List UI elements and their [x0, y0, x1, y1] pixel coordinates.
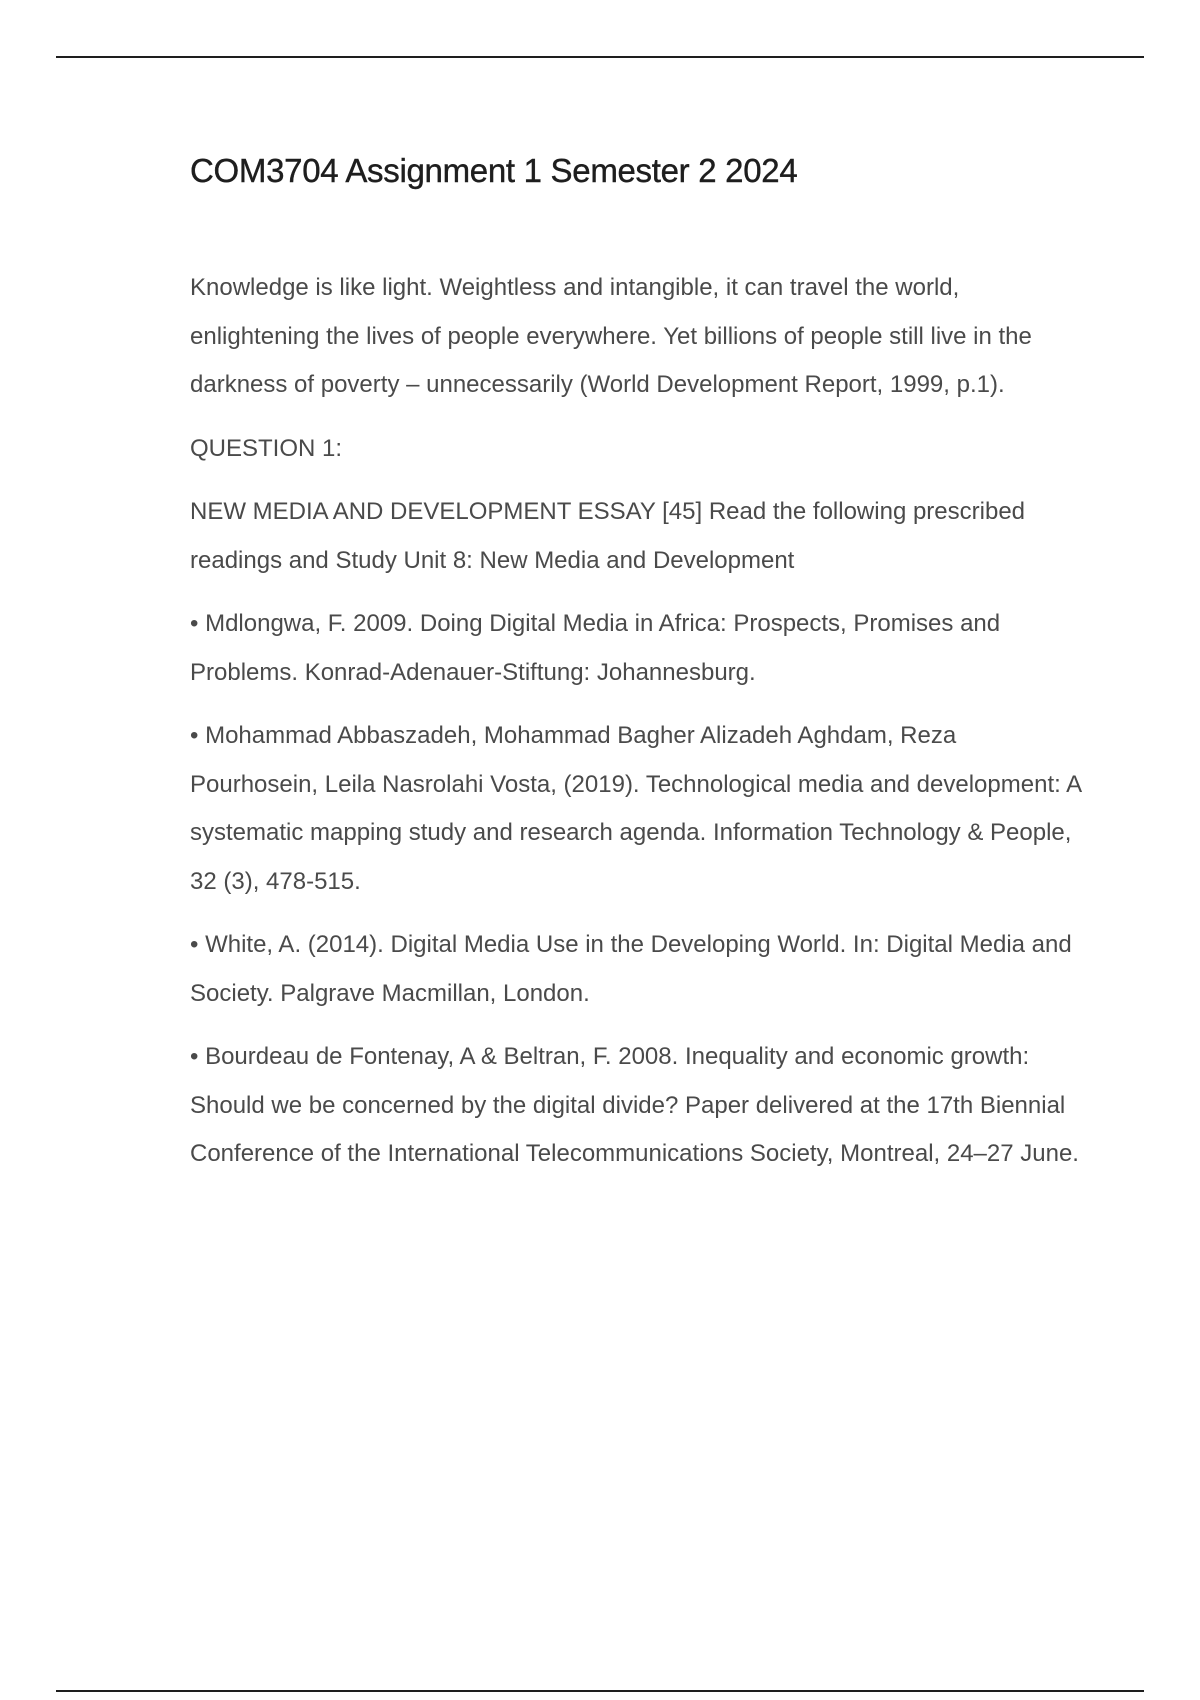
- reading-item-white: • White, A. (2014). Digital Media Use in the Developing World. In: Digital Media and Society. Palgrave Macmillan, London.: [190, 931, 1072, 1007]
- reading-item-bourdeau: • Bourdeau de Fontenay, A & Beltran, F. 2008. Inequality and economic growth: Should we be concerned by the digital divide? Paper delivered at the 17th Biennial Conference of the International Telecommunications Society, Montreal, 24–27 June.: [190, 1043, 1079, 1167]
- reading-item-mdlongwa: • Mdlongwa, F. 2009. Doing Digital Media in Africa: Prospects, Promises and Problems. Konrad-Adenauer-Stiftung: Johannesburg.: [190, 610, 1001, 686]
- document-body: [190, 148, 1090, 1194]
- bottom-rule: [56, 1690, 1144, 1692]
- question-heading: QUESTION 1:: [190, 434, 343, 462]
- reading-item-abbaszadeh: • Mohammad Abbaszadeh, Mohammad Bagher Alizadeh Aghdam, Reza Pourhosein, Leila Nasrolahi Vosta, (2019). Technological media and development: A systematic mapping study and research agenda. Information Technology & People, 32 (3), 478-515.: [190, 722, 1081, 895]
- essay-instructions: NEW MEDIA AND DEVELOPMENT ESSAY [45] Read the following prescribed readings and Study Unit 8: New Media and Development: [190, 498, 1026, 574]
- top-rule: [56, 56, 1144, 58]
- document-title: COM3704 Assignment 1 Semester 2 2024: [190, 152, 798, 189]
- intro-quote-paragraph: Knowledge is like light. Weightless and intangible, it can travel the world, enlightening the lives of people everywhere. Yet billions of people still live in the darkness of poverty – unnecessarily (World Development Report, 1999, p.1).: [190, 274, 1032, 398]
